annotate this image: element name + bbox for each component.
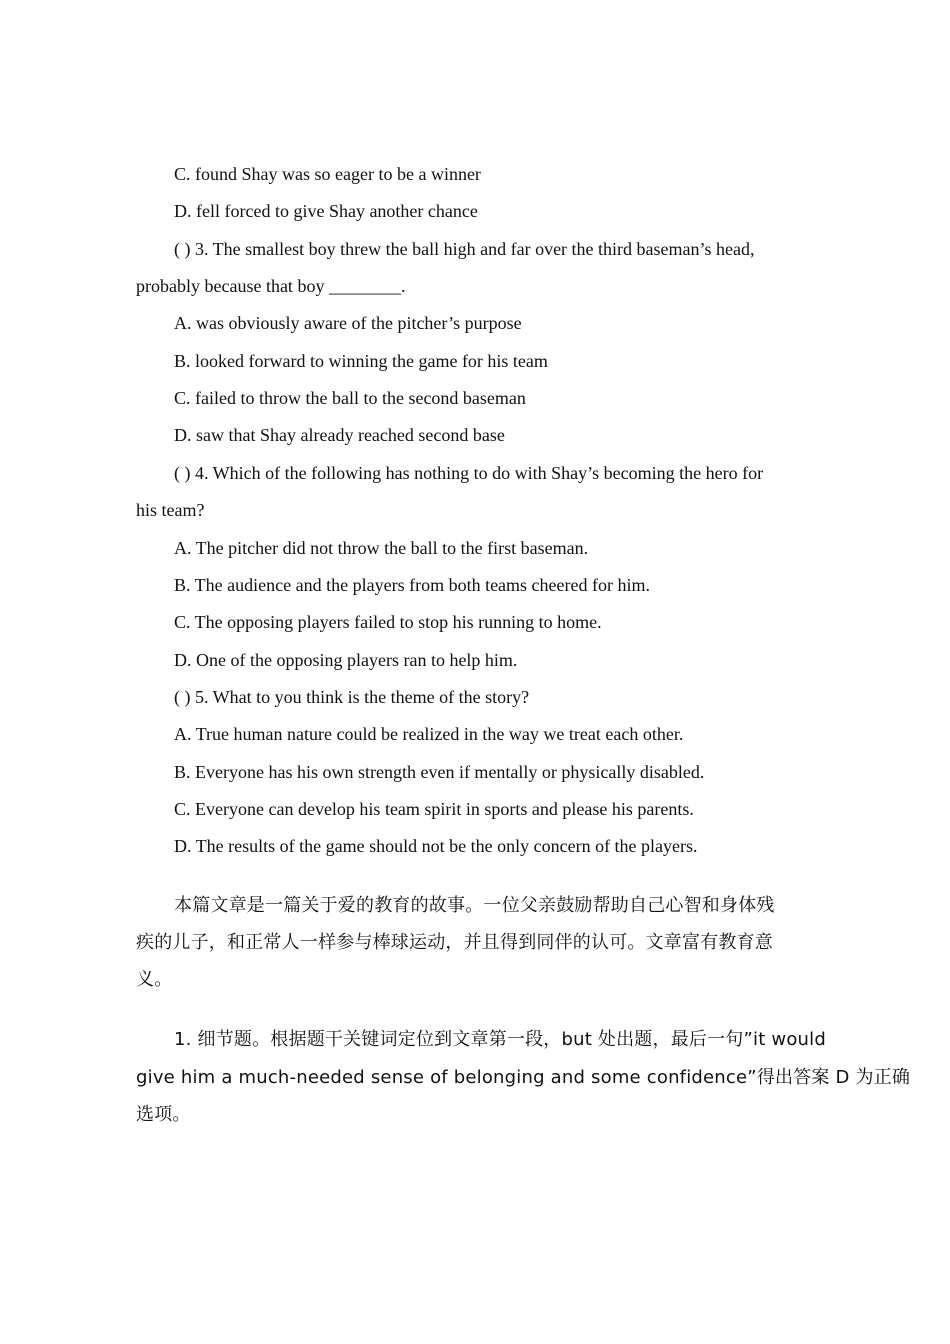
q3-option-d: D. saw that Shay already reached second base (174, 425, 505, 445)
q5-option-a: A. True human nature could be realized in the way we treat each other. (174, 724, 684, 744)
q4-option-c: C. The opposing players failed to stop his running to home. (174, 612, 602, 632)
summary-line2: 疾的儿子，和正常人一样参与棒球运动，并且得到同伴的认可。文章富有教育意 (136, 932, 773, 953)
answer1-line1: 1. 细节题。根据题干关键词定位到文章第一段，but 处出题，最后一句”it would (174, 1029, 826, 1050)
q2-option-c: C. found Shay was so eager to be a winner (174, 164, 481, 184)
q4-stem-line2: his team? (136, 500, 205, 520)
q4-option-a: A. The pitcher did not throw the ball to the first baseman. (174, 538, 589, 558)
q3-stem-line1: ( ) 3. The smallest boy threw the ball high and far over the third baseman’s head, (174, 239, 755, 259)
q3-option-c: C. failed to throw the ball to the second baseman (174, 388, 526, 408)
q3-stem-line2: probably because that boy ________. (136, 276, 406, 296)
q5-stem-line1: ( ) 5. What to you think is the theme of the story? (174, 687, 530, 707)
q4-stem-line1: ( ) 4. Which of the following has nothing to do with Shay’s becoming the hero for (174, 463, 764, 483)
answer1-line2: give him a much-needed sense of belonging and some confidence”得出答案 D 为正确 (136, 1067, 911, 1088)
q5-option-c: C. Everyone can develop his team spirit in sports and please his parents. (174, 799, 694, 819)
summary-line3: 义。 (136, 969, 173, 990)
q4-option-d: D. One of the opposing players ran to help him. (174, 650, 518, 670)
q4-option-b: B. The audience and the players from both teams cheered for him. (174, 575, 650, 595)
q3-option-a: A. was obviously aware of the pitcher’s purpose (174, 313, 522, 333)
summary-line1: 本篇文章是一篇关于爱的教育的故事。一位父亲鼓励帮助自己心智和身体残 (174, 895, 775, 916)
q2-option-d: D. fell forced to give Shay another chance (174, 201, 478, 221)
q5-option-d: D. The results of the game should not be the only concern of the players. (174, 836, 698, 856)
answer1-line3: 选项。 (136, 1104, 191, 1125)
q3-option-b: B. looked forward to winning the game for his team (174, 351, 548, 371)
q5-option-b: B. Everyone has his own strength even if mentally or physically disabled. (174, 762, 705, 782)
